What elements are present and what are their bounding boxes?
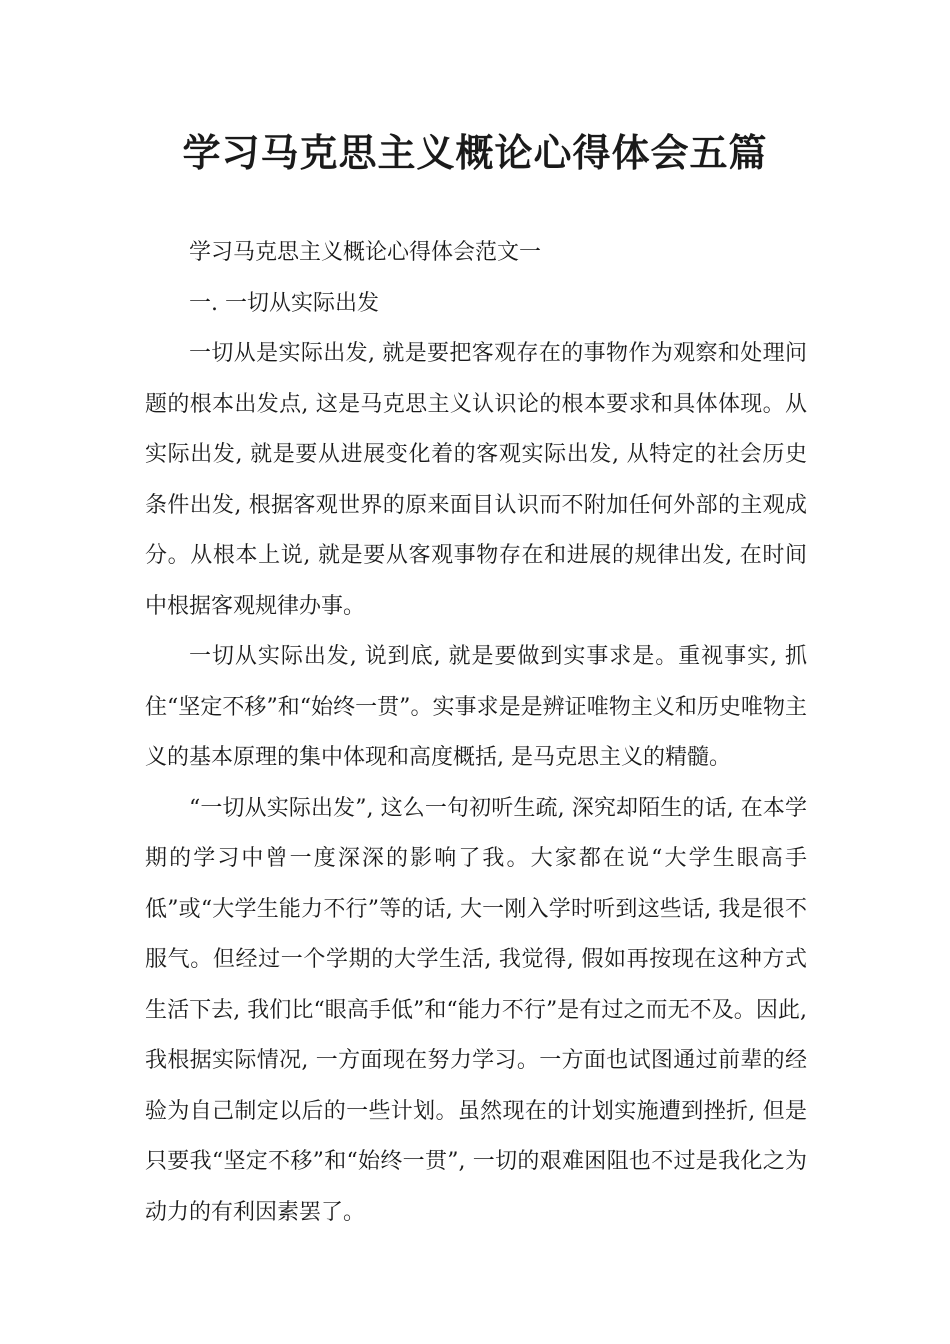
paragraph: “一切从实际出发”, 这么一句初听生疏, 深究却陌生的话, 在本学期的学习中曾一度深深的影响了我。大家都在说“大学生眼高手低”或“大学生能力不行”等的话, 大一刚入学时听到这些话, 我是很不服气。但经过一个学期的大学生活, 我觉得, 假如再按现在这种方式生活下去, 我们比“眼高手低”和“能力不行”是有过之而无不及。因此, 我根据实际情况, 一方面现在努力学习。一方面也试图通过前辈的经验为自己制定以后的一些计划。虽然现在的计划实施遭到挫折, 但是只要我“坚定不移”和“始终一贯”, 一切的艰难困阻也不过是我化之为动力的有利因素罢了。 [145, 795, 807, 1225]
paragraph: 一切从实际出发, 说到底, 就是要做到实事求是。重视事实, 抓住“坚定不移”和“始终一贯”。实事求是是辨证唯物主义和历史唯物主义的基本原理的集中体现和高度概括, 是马克思主义的精髓。 [145, 644, 807, 770]
document-body [145, 228, 807, 1238]
subsection-heading: 一. 一切从实际出发 [189, 290, 379, 316]
section-heading: 学习马克思主义概论心得体会范文一 [189, 240, 542, 265]
paragraph: 一切从是实际出发, 就是要把客观存在的事物作为观察和处理问题的根本出发点, 这是马克思主义认识论的根本要求和具体体现。从实际出发, 就是要从进展变化着的客观实际出发, 从特定的社会历史条件出发, 根据客观世界的原来面目认识而不附加任何外部的主观成分。从根本上说, 就是要从客观事物存在和进展的规律出发, 在时间中根据客观规律办事。 [145, 341, 807, 619]
page-title: 学习马克思主义概论心得体会五篇 [182, 131, 768, 175]
